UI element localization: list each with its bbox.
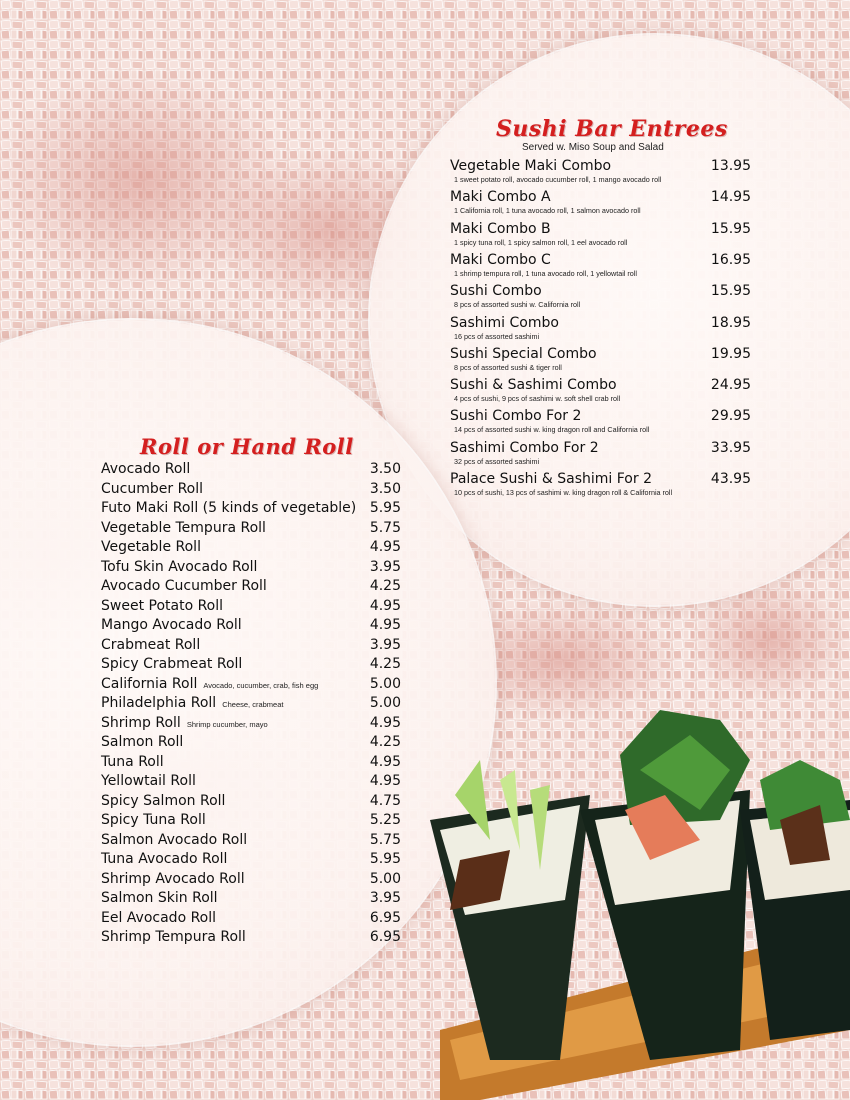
roll-item — [101, 559, 403, 578]
entree-price: 29.95 — [710, 408, 751, 425]
roll-name-wrap — [101, 598, 223, 614]
entree-name: Maki Combo B — [450, 220, 551, 237]
roll-name: Cucumber Roll — [101, 480, 204, 497]
roll-name-wrap — [101, 539, 201, 555]
roll-name-wrap — [101, 695, 283, 711]
roll-name: Shrimp Roll — [101, 714, 181, 731]
entree-description: 10 pcs of sushi, 13 pcs of sashimi w. king dragon roll & California roll — [454, 488, 673, 497]
roll-item — [101, 890, 403, 909]
roll-item — [101, 871, 403, 890]
roll-name: Crabmeat Roll — [101, 636, 201, 653]
roll-price: 6.95 — [369, 929, 401, 945]
entree-name: Vegetable Maki Combo — [450, 158, 612, 174]
roll-name-wrap — [101, 793, 225, 809]
roll-name-wrap — [101, 812, 206, 828]
entree-description: 8 pcs of assorted sushi & tiger roll — [454, 362, 562, 372]
roll-name: Avocado Cucumber Roll — [101, 578, 267, 594]
entree-price: 14.95 — [710, 189, 751, 206]
roll-price: 4.95 — [369, 597, 401, 614]
roll-item — [101, 461, 403, 480]
roll-name-wrap — [101, 910, 216, 926]
roll-price: 3.50 — [369, 461, 401, 477]
roll-name: Avocado Roll — [101, 461, 191, 477]
sushi-bar-subtitle: Served w. Miso Soup and Salad — [522, 142, 664, 153]
roll-item — [101, 734, 403, 753]
roll-name-wrap — [101, 754, 164, 770]
entree-name: Maki Combo A — [450, 189, 551, 206]
roll-name: Vegetable Roll — [101, 539, 201, 555]
entree-price: 19.95 — [710, 345, 751, 362]
roll-price: 4.95 — [369, 714, 401, 731]
sushi-entree-item — [450, 189, 755, 220]
roll-item — [101, 539, 403, 558]
roll-name: Spicy Tuna Roll — [101, 812, 206, 828]
entree-price: 13.95 — [710, 158, 751, 174]
roll-item — [101, 695, 403, 714]
entree-name: Sashimi Combo — [450, 314, 559, 331]
roll-name: Spicy Salmon Roll — [101, 792, 226, 809]
roll-price: 4.25 — [369, 656, 401, 672]
roll-section-title: Roll or Hand Roll — [140, 434, 354, 459]
roll-item — [101, 637, 403, 656]
roll-item — [101, 793, 403, 812]
roll-price: 4.25 — [369, 578, 401, 594]
hand-roll-photo — [420, 700, 850, 1100]
roll-name: Sweet Potato Roll — [101, 597, 224, 614]
roll-price: 4.25 — [369, 734, 401, 750]
roll-item — [101, 481, 403, 500]
roll-price: 4.95 — [369, 617, 401, 633]
sushi-entree-item — [450, 471, 755, 502]
sushi-entree-item — [450, 221, 755, 252]
roll-item — [101, 500, 403, 519]
roll-name-wrap — [101, 890, 218, 906]
entree-name: Sushi & Sashimi Combo — [450, 377, 617, 394]
roll-price: 4.95 — [369, 539, 401, 555]
entree-description: 4 pcs of sushi, 9 pcs of sashimi w. soft shell crab roll — [454, 394, 621, 404]
roll-note: Avocado, cucumber, crab, fish egg — [203, 680, 319, 690]
roll-price: 5.95 — [369, 500, 401, 516]
roll-item — [101, 851, 403, 870]
roll-name-wrap — [101, 715, 268, 731]
roll-name: Vegetable Tempura Roll — [101, 519, 266, 536]
roll-name: Tuna Avocado Roll — [101, 851, 228, 867]
roll-item — [101, 832, 403, 851]
entree-description: 1 shrimp tempura roll, 1 tuna avocado roll, 1 yellowtail roll — [454, 268, 637, 278]
entree-name: Maki Combo C — [450, 251, 551, 268]
roll-name-wrap — [101, 871, 245, 887]
roll-name: Philadelphia Roll — [101, 695, 217, 711]
roll-item — [101, 656, 403, 675]
roll-name-wrap — [101, 617, 242, 633]
roll-name: Salmon Roll — [101, 734, 184, 750]
roll-item — [101, 617, 403, 636]
roll-item — [101, 812, 403, 831]
sushi-bar-title: Sushi Bar Entrees — [496, 116, 728, 142]
roll-name-wrap — [101, 734, 183, 750]
roll-name-wrap — [101, 676, 318, 692]
sushi-entree-item — [450, 283, 755, 314]
entree-name: Sashimi Combo For 2 — [450, 439, 599, 456]
roll-name-wrap — [101, 481, 203, 497]
roll-note: Cheese, crabmeat — [222, 700, 284, 709]
roll-price: 4.75 — [369, 792, 401, 809]
roll-item — [101, 715, 403, 734]
entree-name: Palace Sushi & Sashimi For 2 — [450, 471, 652, 487]
roll-price: 3.95 — [369, 558, 401, 575]
roll-item — [101, 598, 403, 617]
roll-name: California Roll — [101, 675, 198, 692]
sushi-entree-item — [450, 315, 755, 346]
roll-name: Tuna Roll — [101, 753, 164, 770]
entree-price: 18.95 — [710, 314, 751, 331]
sushi-entree-item — [450, 346, 755, 377]
entree-price: 16.95 — [710, 251, 751, 268]
roll-item — [101, 754, 403, 773]
roll-price: 5.95 — [369, 851, 401, 867]
roll-price: 6.95 — [369, 909, 401, 926]
roll-price: 5.00 — [369, 675, 401, 692]
sushi-entree-item — [450, 158, 755, 189]
entree-price: 15.95 — [710, 220, 751, 237]
entree-price: 15.95 — [710, 283, 751, 300]
roll-name-wrap — [101, 851, 227, 867]
roll-price: 3.95 — [369, 890, 401, 906]
roll-name: Futo Maki Roll (5 kinds of vegetable) — [101, 500, 357, 516]
roll-price: 3.50 — [369, 480, 401, 497]
roll-name: Shrimp Tempura Roll — [101, 929, 246, 945]
roll-name-wrap — [101, 578, 267, 594]
roll-name-wrap — [101, 461, 190, 477]
entree-name: Sushi Combo — [450, 283, 542, 300]
entree-name: Sushi Special Combo — [450, 345, 597, 362]
roll-name: Tofu Skin Avocado Roll — [101, 558, 258, 575]
roll-price: 5.75 — [369, 519, 401, 536]
roll-name-wrap — [101, 929, 246, 945]
roll-name-wrap — [101, 559, 257, 575]
roll-name-wrap — [101, 637, 200, 653]
roll-name-wrap — [101, 520, 266, 536]
roll-name: Salmon Avocado Roll — [101, 831, 248, 848]
roll-price: 5.25 — [369, 812, 401, 828]
roll-note: Shrimp cucumber, mayo — [186, 719, 268, 729]
roll-name-wrap — [101, 500, 356, 516]
roll-name-wrap — [101, 773, 196, 789]
sushi-entree-item — [450, 377, 755, 408]
roll-name-wrap — [101, 656, 242, 672]
roll-item — [101, 578, 403, 597]
roll-name: Salmon Skin Roll — [101, 890, 218, 906]
entree-description: 16 pcs of assorted sashimi — [454, 331, 540, 341]
entree-description: 14 pcs of assorted sushi w. king dragon roll and California roll — [454, 425, 650, 435]
roll-name: Shrimp Avocado Roll — [101, 870, 245, 887]
roll-item — [101, 773, 403, 792]
entree-description: 8 pcs of assorted sushi w. California roll — [454, 300, 581, 310]
roll-name: Mango Avocado Roll — [101, 617, 242, 633]
roll-price: 4.95 — [369, 753, 401, 770]
roll-price: 4.95 — [369, 773, 401, 789]
sushi-entree-item — [450, 440, 755, 471]
entree-description: 1 spicy tuna roll, 1 spicy salmon roll, 1 eel avocado roll — [454, 237, 628, 247]
sushi-entree-item — [450, 408, 755, 439]
roll-price: 5.00 — [369, 870, 401, 887]
roll-name-wrap — [101, 832, 247, 848]
roll-price: 3.95 — [369, 636, 401, 653]
entree-description: 32 pcs of assorted sashimi — [454, 456, 540, 466]
sushi-entree-item — [450, 252, 755, 283]
roll-item — [101, 520, 403, 539]
entree-price: 33.95 — [710, 439, 751, 456]
entree-description: 1 California roll, 1 tuna avocado roll, 1 salmon avocado roll — [454, 206, 641, 216]
roll-item — [101, 910, 403, 929]
roll-item — [101, 676, 403, 695]
roll-name: Yellowtail Roll — [101, 773, 196, 789]
roll-name: Eel Avocado Roll — [101, 909, 217, 926]
roll-price: 5.75 — [369, 831, 401, 848]
roll-name: Spicy Crabmeat Roll — [101, 656, 243, 672]
entree-price: 43.95 — [710, 471, 751, 487]
roll-item — [101, 929, 403, 948]
entree-name: Sushi Combo For 2 — [450, 408, 582, 425]
entree-description: 1 sweet potato roll, avocado cucumber roll, 1 mango avocado roll — [454, 175, 662, 184]
roll-price: 5.00 — [369, 695, 401, 711]
entree-price: 24.95 — [710, 377, 751, 394]
